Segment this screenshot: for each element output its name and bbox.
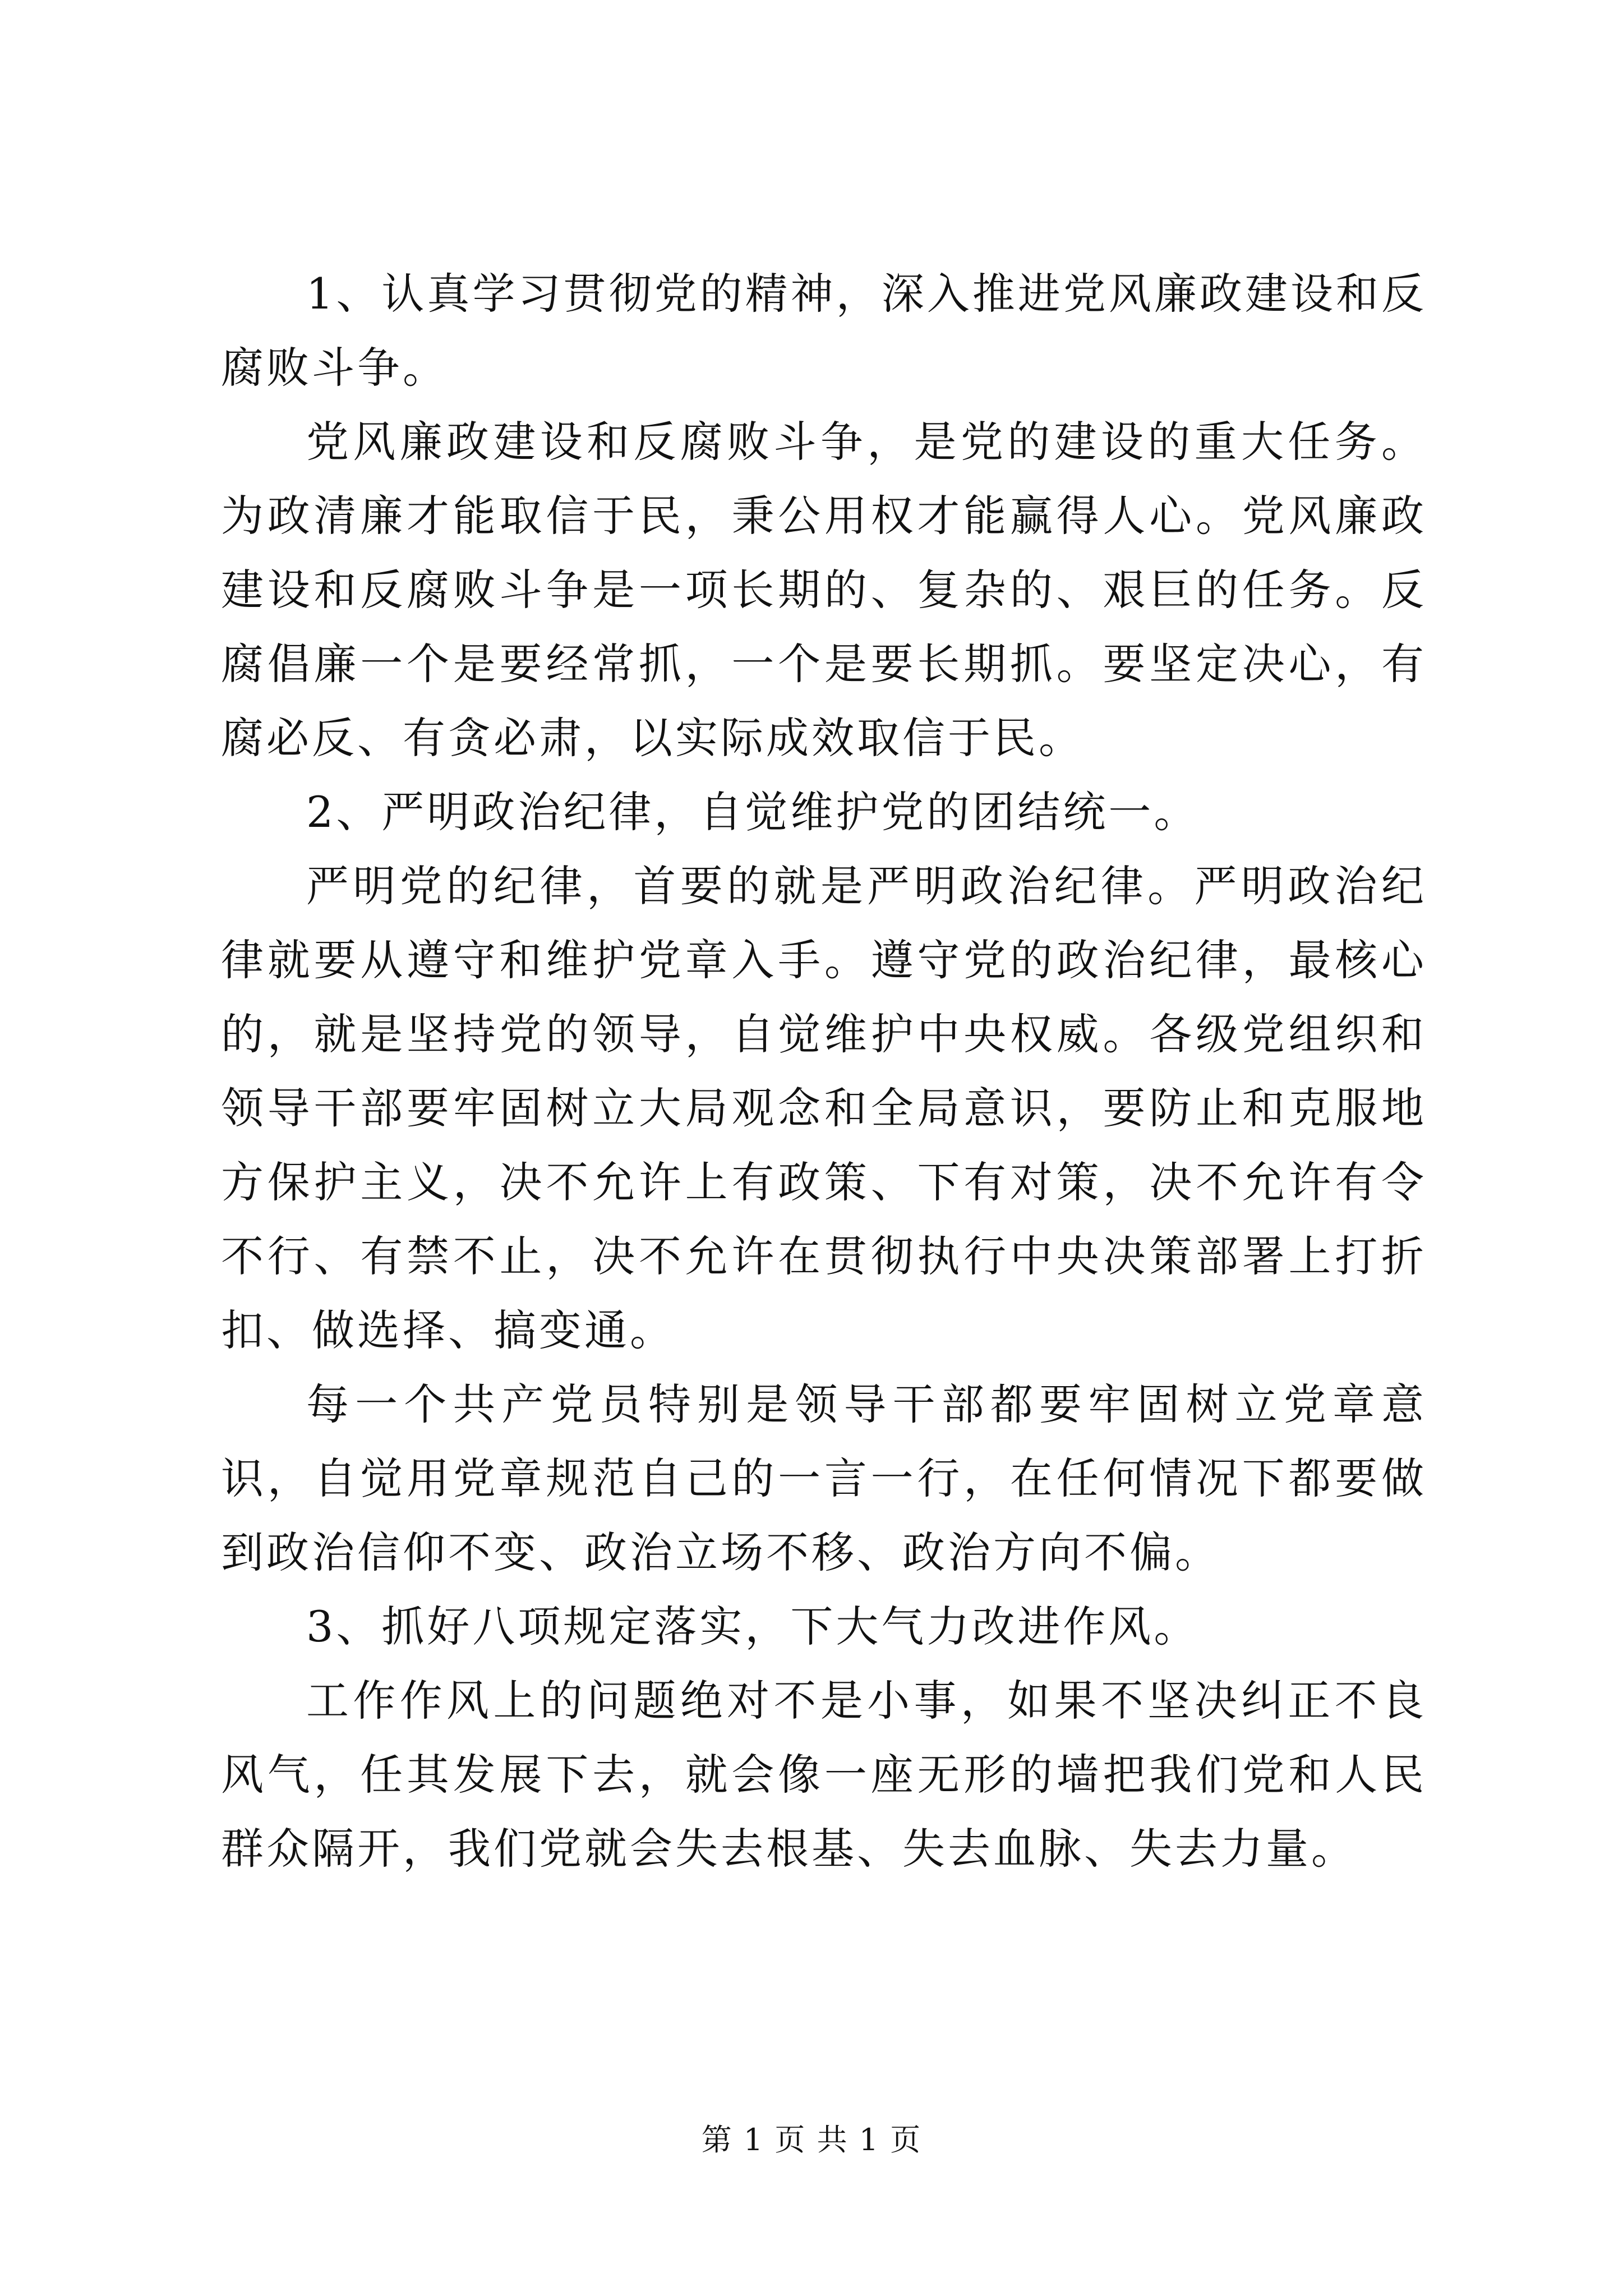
heading-item-2: 2、严明政治纪律，自觉维护党的团结统一。: [306, 787, 1200, 837]
document-body: [221, 257, 1427, 1886]
heading-item-3: 3、抓好八项规定落实，下大气力改进作风。: [306, 1602, 1200, 1651]
body-paragraph: 严明党的纪律，首要的就是严明政治纪律。严明政治纪律就要从遵守和维护党章入手。遵守党的政治纪律，最核心的，就是坚持党的领导，自觉维护中央权威。各级党组织和领导干部要牢固树立大局观念和全局意识，要防止和克服地方保护主义，决不允许上有政策、下有对策，决不允许有令不行、有禁不止，决不允许在贯彻执行中央决策部署上打折扣、做选择、搞变通。: [221, 861, 1427, 1355]
body-paragraph: 党风廉政建设和反腐败斗争，是党的建设的重大任务。为政清廉才能取信于民，秉公用权才能赢得人心。党风廉政建设和反腐败斗争是一项长期的、复杂的、艰巨的任务。反腐倡廉一个是要经常抓，一个是要长期抓。要坚定决心，有腐必反、有贪必肃，以实际成效取信于民。: [221, 417, 1427, 763]
body-paragraph: 工作作风上的问题绝对不是小事，如果不坚决纠正不良风气，任其发展下去，就会像一座无形的墙把我们党和人民群众隔开，我们党就会失去根基、失去血脉、失去力量。: [221, 1676, 1427, 1874]
heading-item-1: 1、认真学习贯彻党的精神，深入推进党风廉政建设和反腐败斗争。: [221, 269, 1427, 393]
page-footer: 第 1 页 共 1 页: [701, 2122, 922, 2157]
body-paragraph: 每一个共产党员特别是领导干部都要牢固树立党章意识，自觉用党章规范自己的一言一行，在任何情况下都要做到政治信仰不变、政治立场不移、政治方向不偏。: [221, 1379, 1427, 1577]
